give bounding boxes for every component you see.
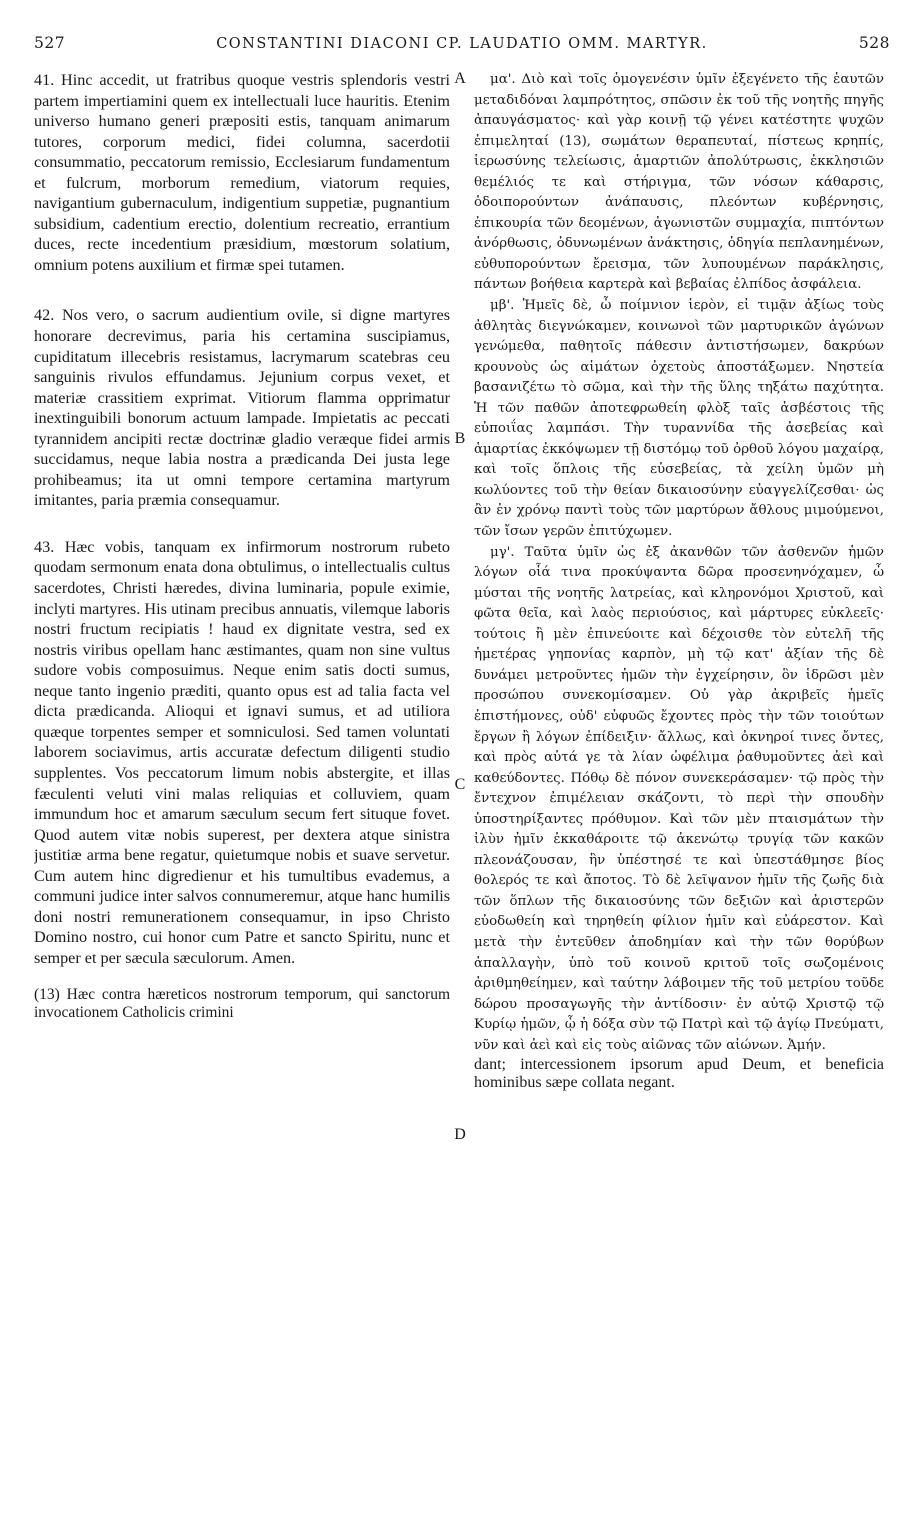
page-number-right: 528	[858, 34, 890, 52]
margin-marker-b: B	[454, 430, 466, 447]
greek-paragraph-42: μβ'. Ἡμεῖς δὲ, ὦ ποίμνιον ἱερὸν, εἰ τιμᾷν ἀξίως τοὺς ἀθλητὰς διεγνώκαμεν, κοινωνοὶ τῶν μαρτυρικῶν ἀγώνων γενώμεθα, παθητοῖς πάθεσιν ἀντιστήσωμεν, δακρύων κρουνοὺς ὡς αἱμάτων ὀχετοὺς ἀποστάξωμεν. Νηστεία βασανιζέτω τὸ σῶμα, καὶ τὴν τῆς ὕλης τηξάτω παχύτητα. Ἡ τῶν παθῶν ἀποτεφρωθείη φλὸξ ταῖς ἀσβέστοις τῆς εὐποιΐας λαμπάσι. Τὴν τυραννίδα τῆς ἀσεβείας καὶ ἁμαρτίας ἐκκόψωμεν τῇ διστόμῳ τοῦ ὀρθοῦ λόγου μαχαίρᾳ, καὶ τοῖς ὅπλοις τῆς εὐσεβείας, τὰ χείλη ὑμῶν μὴ κωλύοντες τοῦ τὴν θείαν δικαιοσύνην εὐαγγελίζεσθαι· ὡς ἂν ἐν χρόνῳ παντὶ τοὺς τῶν μαρτύρων ἄθλους μιμούμενοι, τῶν ἴσων γερῶν ἐπιτύχωμεν.	[474, 298, 884, 540]
latin-paragraph-42: 42. Nos vero, o sacrum audientium ovile, si digne martyres honorare decrevimus, paria his certamina suscipiamus, cupiditatum illecebris resistamus, lacrymarum scatebras ceu sanguinis rivulos effundamus. Jejunium corpus vexet, et materiæ crassitiem exprimat. Vitiorum flamma opprimatur inextinguibili bonorum actuum lampade. Impietatis ac peccati tyrannidem ancipiti rectæ doctrinæ gladio veræque fidei armis succidamus, neque labia nostra a prædicanda Dei justa lege prohibeamus; ita ut omni tempore certamina martyrum imitantes, paria præmia consequamur.	[34, 306, 450, 510]
margin-marker-a: A	[454, 70, 466, 87]
greek-paragraph-41: μα'. Διὸ καὶ τοῖς ὁμογενέσιν ὑμῖν ἐξεγένετο τῆς ἑαυτῶν μεταδιδόναι λαμπρότητος, σπῶσιν ἐκ τοῦ τῆς νοητῆς πηγῆς ἀπαυγάσματος· καὶ γὰρ κοινῇ τῷ γένει κατέστητε ψυχῶν ἐπιμεληταί (13), σωμάτων θεραπευταί, πίστεως κρηπίς, ἱερωσύνης τελείωσις, ἁμαρτιῶν ἀπολύτρωσις, ἐκκλησιῶν θεμέλιός τε καὶ στήριγμα, τῶν νόσων κάθαρσις, ὁδοιπορούντων ἀνάπαυσις, πλεόντων κυβέρνησις, ἐπικουρία τῶν δεομένων, ἀγωνιστῶν συμμαχία, πιπτόντων ἀνόρθωσις, ὀδυνωμένων ἀνάκτησις, ὁδηγία πεπλανημένων, εὐθυπορούντων ἔρεισμα, τῶν λυπουμένων παράκλησις, πάντων βοήθεια καρτερὰ καὶ βεβαίας ἐλπίδος ἀσφάλεια.	[474, 72, 884, 293]
latin-paragraph-43: 43. Hæc vobis, tanquam ex infirmorum nostrorum rubeto quodam sermonum enata dona obtulimus, o intellectualis cultus sacerdotes, Christi hæredes, divina luminaria, popule eximie, inclyti martyres. His utinam precibus annuatis, vilemque laboris nostri fructum recipiatis ! haud ex dignitate vestra, sed ex nostris viribus opellam hanc æstimantes, quam non sine vultus sudore vobis composuimus. Neque enim satis docti sumus, neque tanto ingenio præditi, quanto opus est ad talia facta vel dicta prædicanda. Alioqui et ignavi sumus, et ad utiliora quæque torpentes semper et somniculosi. Sed tamen voluntati laborem sociavimus, artis accuratæ defectum diligenti studio supplentes. Vos peccatorum limum nobis abstergite, et illas fæculenti veluti vini malas reliquias et colluviem, quam immundum hoc et amarum sæculum secum fert situque fovet. Quod autem vitæ nobis superest, per dextera atque sinistra justitiæ arma bene regatur, quietumque nobis et suave servetur. Cum autem hinc digredienur et his tumultibus evademus, a communi judice inter salvos connumeremur, atque hanc humilis doni nostri remunerationem consequamur, in ipso Christo Domino nostro, cui honor cum Patre et sancto Spiritu, nunc et semper et per sæcula sæculorum. Amen.	[34, 537, 450, 967]
footnote-continuation: dant; intercessionem ipsorum apud Deum, et beneficia hominibus sæpe collata negant.	[474, 1056, 884, 1092]
margin-marker-c: C	[454, 776, 466, 793]
footnote-latin: (13) Hæc contra hæreticos nostrorum temporum, qui sanctorum invocationem Catholicis crimini	[34, 986, 450, 1022]
margin-marker-d: D	[454, 1126, 466, 1143]
page-number-left: 527	[34, 34, 66, 52]
latin-paragraph-41: 41. Hinc accedit, ut fratribus quoque vestris splendoris vestri partem impertiamini quem ex intellectuali luce hauritis. Etenim universo humano generi præpositi estis, tanquam animarum tutores, corporum medici, fidei columna, sacerdotii consummatio, peccatorum remissio, Ecclesiarum fundamentum et fulcrum, morborum remedium, viatorum requies, navigantium gubernaculum, indigentium suppetiæ, pugnantium subsidium, cadentium erectio, dolentium recreatio, errantium duces, recte incedentium præsidium, mœstorum solatium, omnium potens auxilium et firmæ spei tutamen.	[34, 71, 450, 274]
greek-column	[474, 70, 884, 1092]
greek-paragraph-43: μγ'. Ταῦτα ὑμῖν ὡς ἐξ ἀκανθῶν τῶν ἀσθενῶν ἡμῶν λόγων οἷά τινα προκύψαντα δῶρα προσενηνόχαμεν, ὦ μύσται τῆς νοητῆς λατρείας, καὶ κληρονόμοι Χριστοῦ, καὶ φῶτα θεῖα, καὶ λαὸς περιούσιος, καὶ μάρτυρες εὐκλεεῖς· τούτοις ἢ μὲν ἐπινεύοιτε καὶ δέχοισθε τὸν εὐτελῆ τῆς ἡμετέρας γηπονίας καρπὸν, μὴ τῷ κατ' ἀξίαν τῆς δὲ δυνάμει μετροῦντες ἡμῶν τὴν ἐγχείρησιν, ὃν ἱδρῶσι μὲν προσώπου συνεκομίσαμεν. Οὐ γὰρ ἀκριβεῖς ἡμεῖς ἐπιστήμονες, οὐδ' εὐφυῶς ἔχοντες πρὸς τὴν τῶν τοιούτων ἔργων ἢ λόγων ἐπίδειξιν· ἄλλως, καὶ ὀκνηροί τινες ὄντες, καὶ πρὸς αὐτά γε τὰ λίαν ὠφέλιμα ῥαθυμοῦντες ἀεὶ καὶ καθεύδοντες. Πόθῳ δὲ πόνον συνεκεράσαμεν· τῷ πρὸς τὴν ἔντεχνον ἐπιμέλειαν σκάζοντι, τὸ περὶ τὴν σπουδὴν ὑποστηρίξαντες πρόθυμον. Καὶ τῶν μὲν πταισμάτων τὴν ἰλὺν ἡμῖν ἐκκαθάροιτε τῷ ἀκενώτῳ τρυγίᾳ τῶν κακῶν πλεονάζουσαν, ἣν ὑπέστησέ τε καὶ ὑπεστάθμησε βίος θολερός τε καὶ ἄποτος. Τὸ δὲ λεῖψανον ἡμῖν τῆς ζωῆς διὰ τῶν ὅπλων τῆς δικαιοσύνης τῶν δεξιῶν καὶ ἀριστερῶν εὐοδωθείη καὶ τηρηθείη φίλιον ἡμῖν καὶ εὐάρεστον. Καὶ μετὰ τὴν ἐντεῦθεν ἀποδημίαν καὶ τὴν τῶν θορύβων ἀπαλλαγὴν, ὑπὸ τοῦ κοινοῦ κριτοῦ τοῖς σωζομένοις ἀριθμηθείημεν, καὶ ταύτην λάβοιμεν τῆς τοῦ μετρίου τοῦδε δώρου προσαγωγῆς τὴν ἀντίδοσιν· ἐν αὐτῷ Χριστῷ τῷ Κυρίῳ ἡμῶν, ᾧ ἡ δόξα σὺν τῷ Πατρὶ καὶ τῷ ἁγίῳ Πνεύματι, νῦν καὶ ἀεὶ καὶ εἰς τοὺς αἰῶνας τῶν αἰώνων. Ἀμήν.	[474, 544, 884, 1053]
running-header	[34, 34, 890, 56]
running-title: CONSTANTINI DIACONI CP. LAUDATIO OMM. MARTYR.	[216, 36, 708, 52]
latin-column	[34, 70, 450, 1022]
